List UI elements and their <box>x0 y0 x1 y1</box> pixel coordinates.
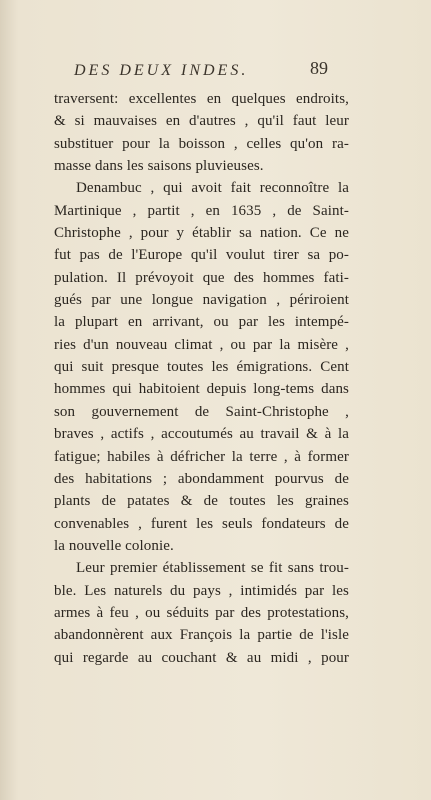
text-line: Leur premier établissement se fit sans trou- <box>76 560 349 577</box>
text-line: Martinique , partit , en 1635 , de Saint- <box>54 202 349 219</box>
text-line: masse dans les saisons pluvieuses. <box>54 158 264 175</box>
paragraph <box>54 88 349 177</box>
text-line: substituer pour la boisson , celles qu'on ra- <box>54 135 349 152</box>
paragraph <box>54 557 349 669</box>
text-line: ble. Les naturels du pays , intimidés par les <box>54 582 349 599</box>
text-line: hommes qui habitoient depuis long-tems dans <box>54 381 349 398</box>
text-line: pulation. Il prévoyoit que des hommes fati- <box>54 269 349 286</box>
text-line: convenables , furent les seuls fondateurs de <box>54 515 349 532</box>
text-line: braves , actifs , accoutumés au travail & à la <box>54 426 349 443</box>
text-line: Denambuc , qui avoit fait reconnoître la <box>76 180 349 197</box>
text-line: qui regarde au couchant & au midi , pour <box>54 649 349 666</box>
text-line: plants de patates & de toutes les graines <box>54 493 349 510</box>
page-number: 89 <box>310 58 328 78</box>
text-line: son gouvernement de Saint-Christophe , <box>54 403 349 420</box>
text-line: fut pas de l'Europe qu'il voulut tirer sa po- <box>54 247 349 264</box>
text-line: des habitations ; abondamment pourvus de <box>54 470 349 487</box>
text-line: & si mauvaises en d'autres , qu'il faut leur <box>54 113 349 130</box>
text-line: fatigue; habiles à défricher la terre , à former <box>54 448 349 465</box>
text-line: traversent: excellentes en quelques endroits, <box>54 91 349 107</box>
paragraph <box>54 177 349 557</box>
text-line: qui suit presque toutes les émigrations. Cent <box>54 359 349 376</box>
running-title: DES DEUX INDES. <box>74 62 249 79</box>
text-line: ries d'un nouveau climat , ou par la misère , <box>54 336 349 353</box>
text-line: Christophe , pour y établir sa nation. Ce ne <box>54 225 349 242</box>
text-line: abandonnèrent aux François la partie de l'isle <box>54 627 349 644</box>
text-line: gués par une longue navigation , périroient <box>54 292 349 309</box>
text-line: armes à feu , ou séduits par des protestations, <box>54 604 349 621</box>
text-line: la nouvelle colonie. <box>54 537 174 554</box>
text-line: la plupart en arrivant, ou par les intempé- <box>54 314 349 331</box>
body-text <box>54 88 349 669</box>
